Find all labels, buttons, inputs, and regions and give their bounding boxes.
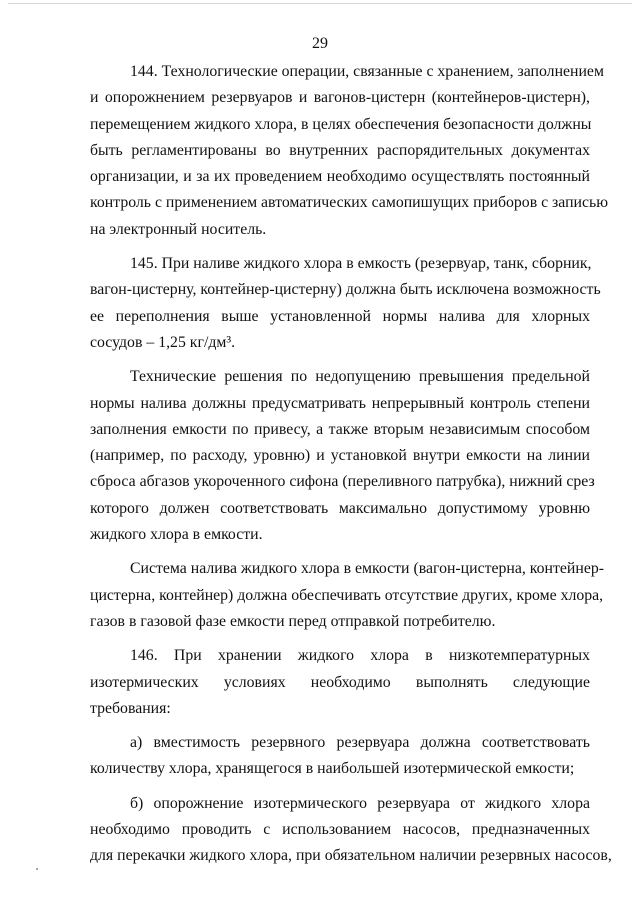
paragraph — [90, 556, 604, 635]
paragraph-line: перемещением жидкого хлора, в целях обеспечения безопасности должны — [90, 115, 592, 133]
paragraph-line: и опорожнением резервуаров и вагонов-цистерн (контейнеров-цистерн), — [90, 89, 590, 107]
paragraph — [90, 643, 590, 722]
paragraph-line: вагон-цистерну, контейнер-цистерну) должна быть исключена возможность — [90, 281, 601, 299]
paragraph-line: газов в газовой фазе емкости перед отправкой потребителю. — [90, 612, 496, 630]
paragraph-line: 144. Технологические операции, связанные с хранением, заполнением — [130, 63, 604, 80]
paragraph-line: организации, и за их проведением необходимо осуществлять постоянный — [90, 168, 590, 186]
paragraph-line: которого должен соответствовать максимально допустимому уровню — [90, 499, 590, 517]
paragraph-line: требования: — [90, 699, 171, 717]
paragraph-line: сосудов – 1,25 кг/дм³. — [90, 333, 236, 351]
document-body — [90, 59, 612, 870]
paragraph-line: изотермических условиях необходимо выполнять следующие — [90, 673, 590, 691]
paragraph-line: на электронный носитель. — [90, 220, 267, 238]
paragraph-line: жидкого хлора в емкости. — [90, 526, 263, 544]
paragraph-line: контроль с применением автоматических самопишущих приборов с записью — [90, 194, 609, 212]
paragraph-line: б) опорожнение изотермического резервуара от жидкого хлора — [130, 794, 590, 812]
paragraph-line: цистерна, контейнер) должна обеспечивать отсутствие других, кроме хлора, — [90, 586, 604, 604]
paragraph-line: заполнения емкости по привесу, а также вторым независимым способом — [90, 420, 590, 438]
paragraph-line: количеству хлора, хранящегося в наибольшей изотермической емкости; — [90, 760, 575, 778]
paragraph — [90, 730, 590, 783]
paragraph-line: (например, по расходу, уровню) и установкой внутри емкости на линии — [90, 447, 590, 465]
paragraph-line: для перекачки жидкого хлора, при обязательном наличии резервных насосов, — [90, 847, 612, 865]
paragraph-line: ее переполнения выше установленной нормы налива для хлорных — [90, 307, 590, 325]
paragraph — [90, 364, 595, 548]
scan-speck — [36, 868, 38, 870]
paragraph — [90, 791, 612, 870]
paragraph-line: 146. При хранении жидкого хлора в низкотемпературных — [130, 647, 590, 665]
paragraph-line: Система налива жидкого хлора в емкости (вагон-цистерна, контейнер- — [130, 560, 604, 578]
paragraph-line: 145. При наливе жидкого хлора в емкость (резервуар, танк, сборник, — [130, 255, 592, 273]
paragraph-line: сброса абгазов укороченного сифона (переливного патрубка), нижний срез — [90, 473, 595, 491]
paragraph-line: необходимо проводить с использованием насосов, предназначенных — [90, 821, 590, 839]
paragraph — [90, 251, 601, 356]
paragraph — [90, 59, 609, 243]
top-border-line — [8, 3, 632, 4]
page-number: 29 — [312, 35, 328, 52]
paragraph-line: а) вместимость резервного резервуара должна соответствовать — [130, 734, 590, 752]
paragraph-line: нормы налива должны предусматривать непрерывный контроль степени — [90, 394, 590, 412]
paragraph-line: быть регламентированы во внутренних распорядительных документах — [90, 141, 590, 159]
paragraph-line: Технические решения по недопущению превышения предельной — [130, 368, 590, 386]
